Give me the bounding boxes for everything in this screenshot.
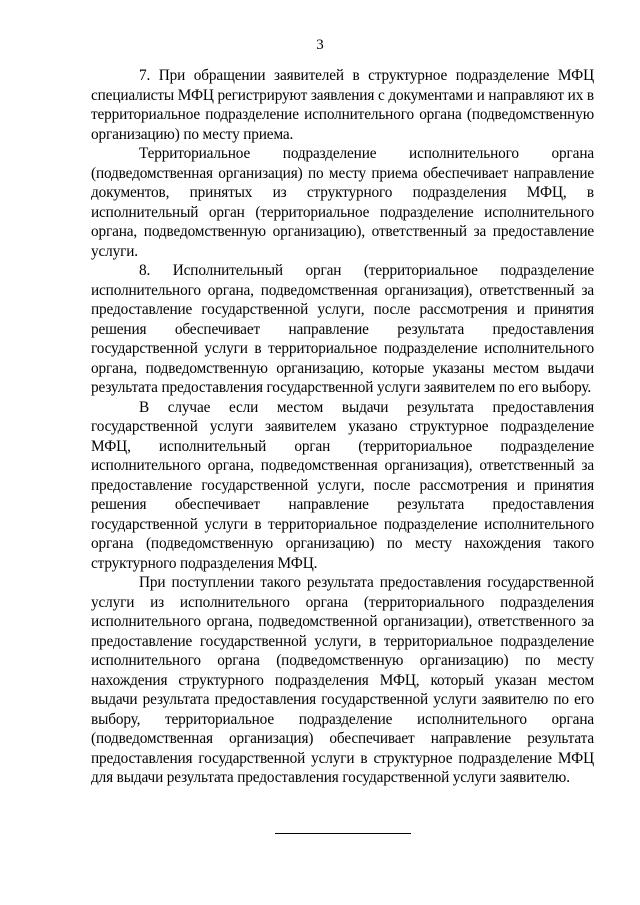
paragraph-item-8: 8. Исполнительный орган (территориальное подразделение исполнительного органа, подведомственная организация), ответственный за предоставление государственной услуги, после рассмотрения и принятия решения обеспечивает направление результата предоставления государственной услуги в территориальное подразделение исполнительного органа, подведомственную организацию, которые указаны местом выдачи результата предоставления государственной услуги заявителем по его выбору.	[91, 262, 594, 396]
document-body	[91, 66, 594, 788]
page-number: 3	[316, 37, 324, 53]
paragraph-item-7: 7. При обращении заявителей в структурное подразделение МФЦ специалисты МФЦ регистрируют заявления с документами и направляют их в территориальное подразделение исполнительного органа (подведомственную организацию) по месту приема.	[91, 67, 594, 143]
closing-divider-line	[275, 833, 411, 834]
paragraph-mfc-issuance-case: В случае если местом выдачи результата предоставления государственной услуги заявителем указано структурное подразделение МФЦ, исполнительный орган (территориальное подразделение исполнительного органа, подведомственная организация), ответственный за предоставление государственной услуги, после рассмотрения и принятия решения обеспечивает направление результата предоставления государственной услуги в территориальное подразделение исполнительного органа (подведомственную организацию) по месту нахождения такого структурного подразделения МФЦ.	[91, 398, 594, 572]
paragraph-territorial-division: Территориальное подразделение исполнительного органа (подведомственная организация) по месту приема обеспечивает направление документов, принятых из структурного подразделения МФЦ, в исполнительный орган (территориальное подразделение исполнительного органа, подведомственную организацию), ответственный за предоставление услуги.	[91, 145, 594, 260]
paragraph-result-receipt: При поступлении такого результата предоставления государственной услуги из исполнительного органа (территориального подразделения исполнительного органа, подведомственной организации), ответственного за предоставление государственной услуги, в территориальное подразделение исполнительного органа (подведомственную организацию) по месту нахождения структурного подразделения МФЦ, который указан местом выдачи результата предоставления государственной услуги заявителю по его выбору, территориальное подразделение исполнительного органа (подведомственная организация) обеспечивает направление результата предоставления государственной услуги в структурное подразделение МФЦ для выдачи результата предоставления государственной услуги заявителю.	[91, 574, 594, 786]
